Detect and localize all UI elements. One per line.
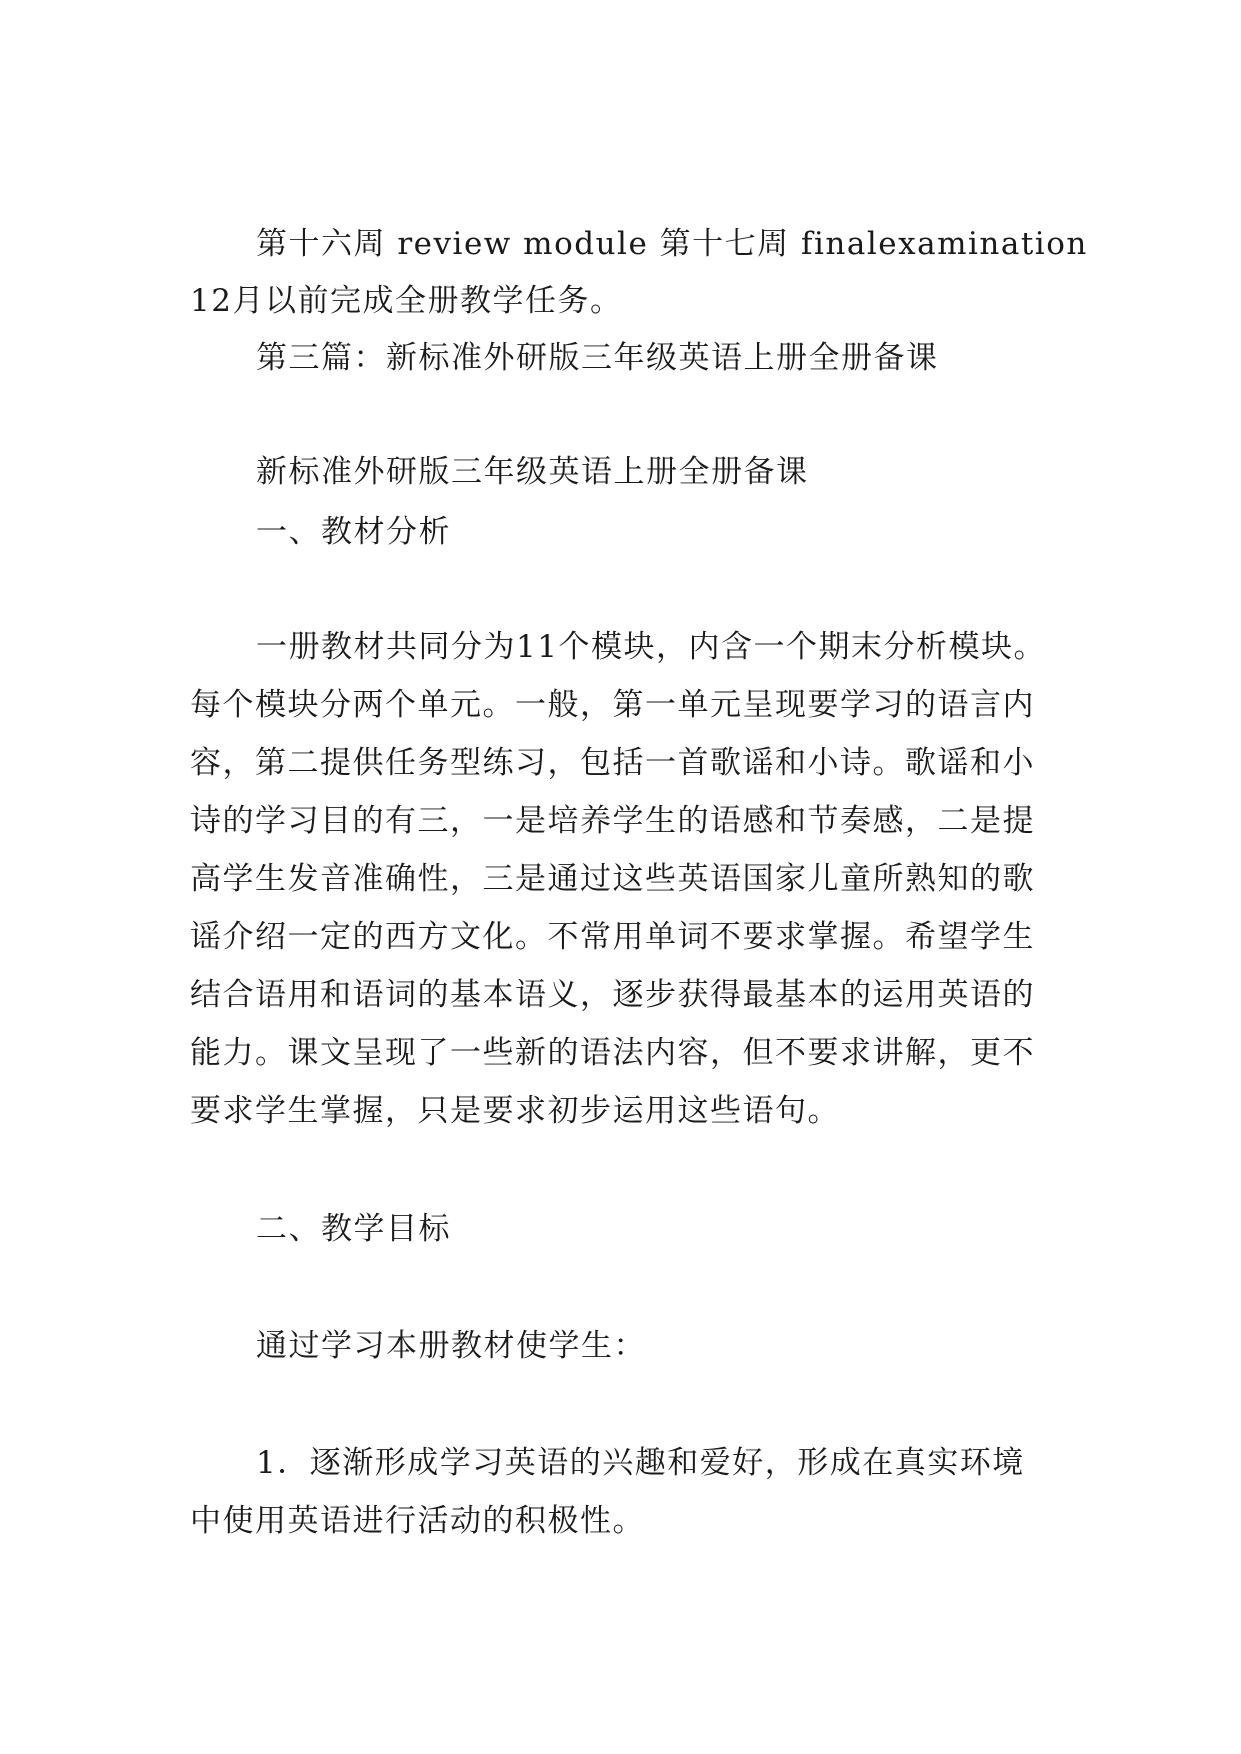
paragraph-line: 12月以前完成全册教学任务。 <box>190 283 623 319</box>
paragraph-line: 结合语用和语词的基本语义，逐步获得最基本的运用英语的 <box>190 977 1035 1013</box>
section-heading: 一、教材分析 <box>256 514 451 550</box>
section-heading: 二、教学目标 <box>256 1211 451 1247</box>
section-heading: 第三篇：新标准外研版三年级英语上册全册备课 <box>256 340 939 376</box>
paragraph-line: 高学生发音准确性，三是通过这些英语国家儿童所熟知的歌 <box>190 861 1035 897</box>
list-item: 中使用英语进行活动的积极性。 <box>190 1503 645 1539</box>
paragraph-line: 通过学习本册教材使学生： <box>256 1328 646 1364</box>
paragraph-line: 每个模块分两个单元。一般，第一单元呈现要学习的语言内 <box>190 687 1035 723</box>
paragraph-line: 能力。课文呈现了一些新的语法内容，但不要求讲解，更不 <box>190 1035 1035 1071</box>
paragraph-line: 谣介绍一定的西方文化。不常用单词不要求掌握。希望学生 <box>190 919 1035 955</box>
list-item: 1．逐渐形成学习英语的兴趣和爱好，形成在真实环境 <box>256 1445 1025 1481</box>
paragraph-line: 诗的学习目的有三，一是培养学生的语感和节奏感，二是提 <box>190 803 1035 839</box>
paragraph-line: 容，第二提供任务型练习，包括一首歌谣和小诗。歌谣和小 <box>190 745 1035 781</box>
paragraph-line: 一册教材共同分为11个模块，内含一个期末分析模块。 <box>256 629 1046 665</box>
paragraph-line: 第十六周 review module 第十七周 finalexamination <box>256 226 1088 262</box>
document-title: 新标准外研版三年级英语上册全册备课 <box>256 454 809 490</box>
paragraph-line: 要求学生掌握，只是要求初步运用这些语句。 <box>190 1093 840 1129</box>
